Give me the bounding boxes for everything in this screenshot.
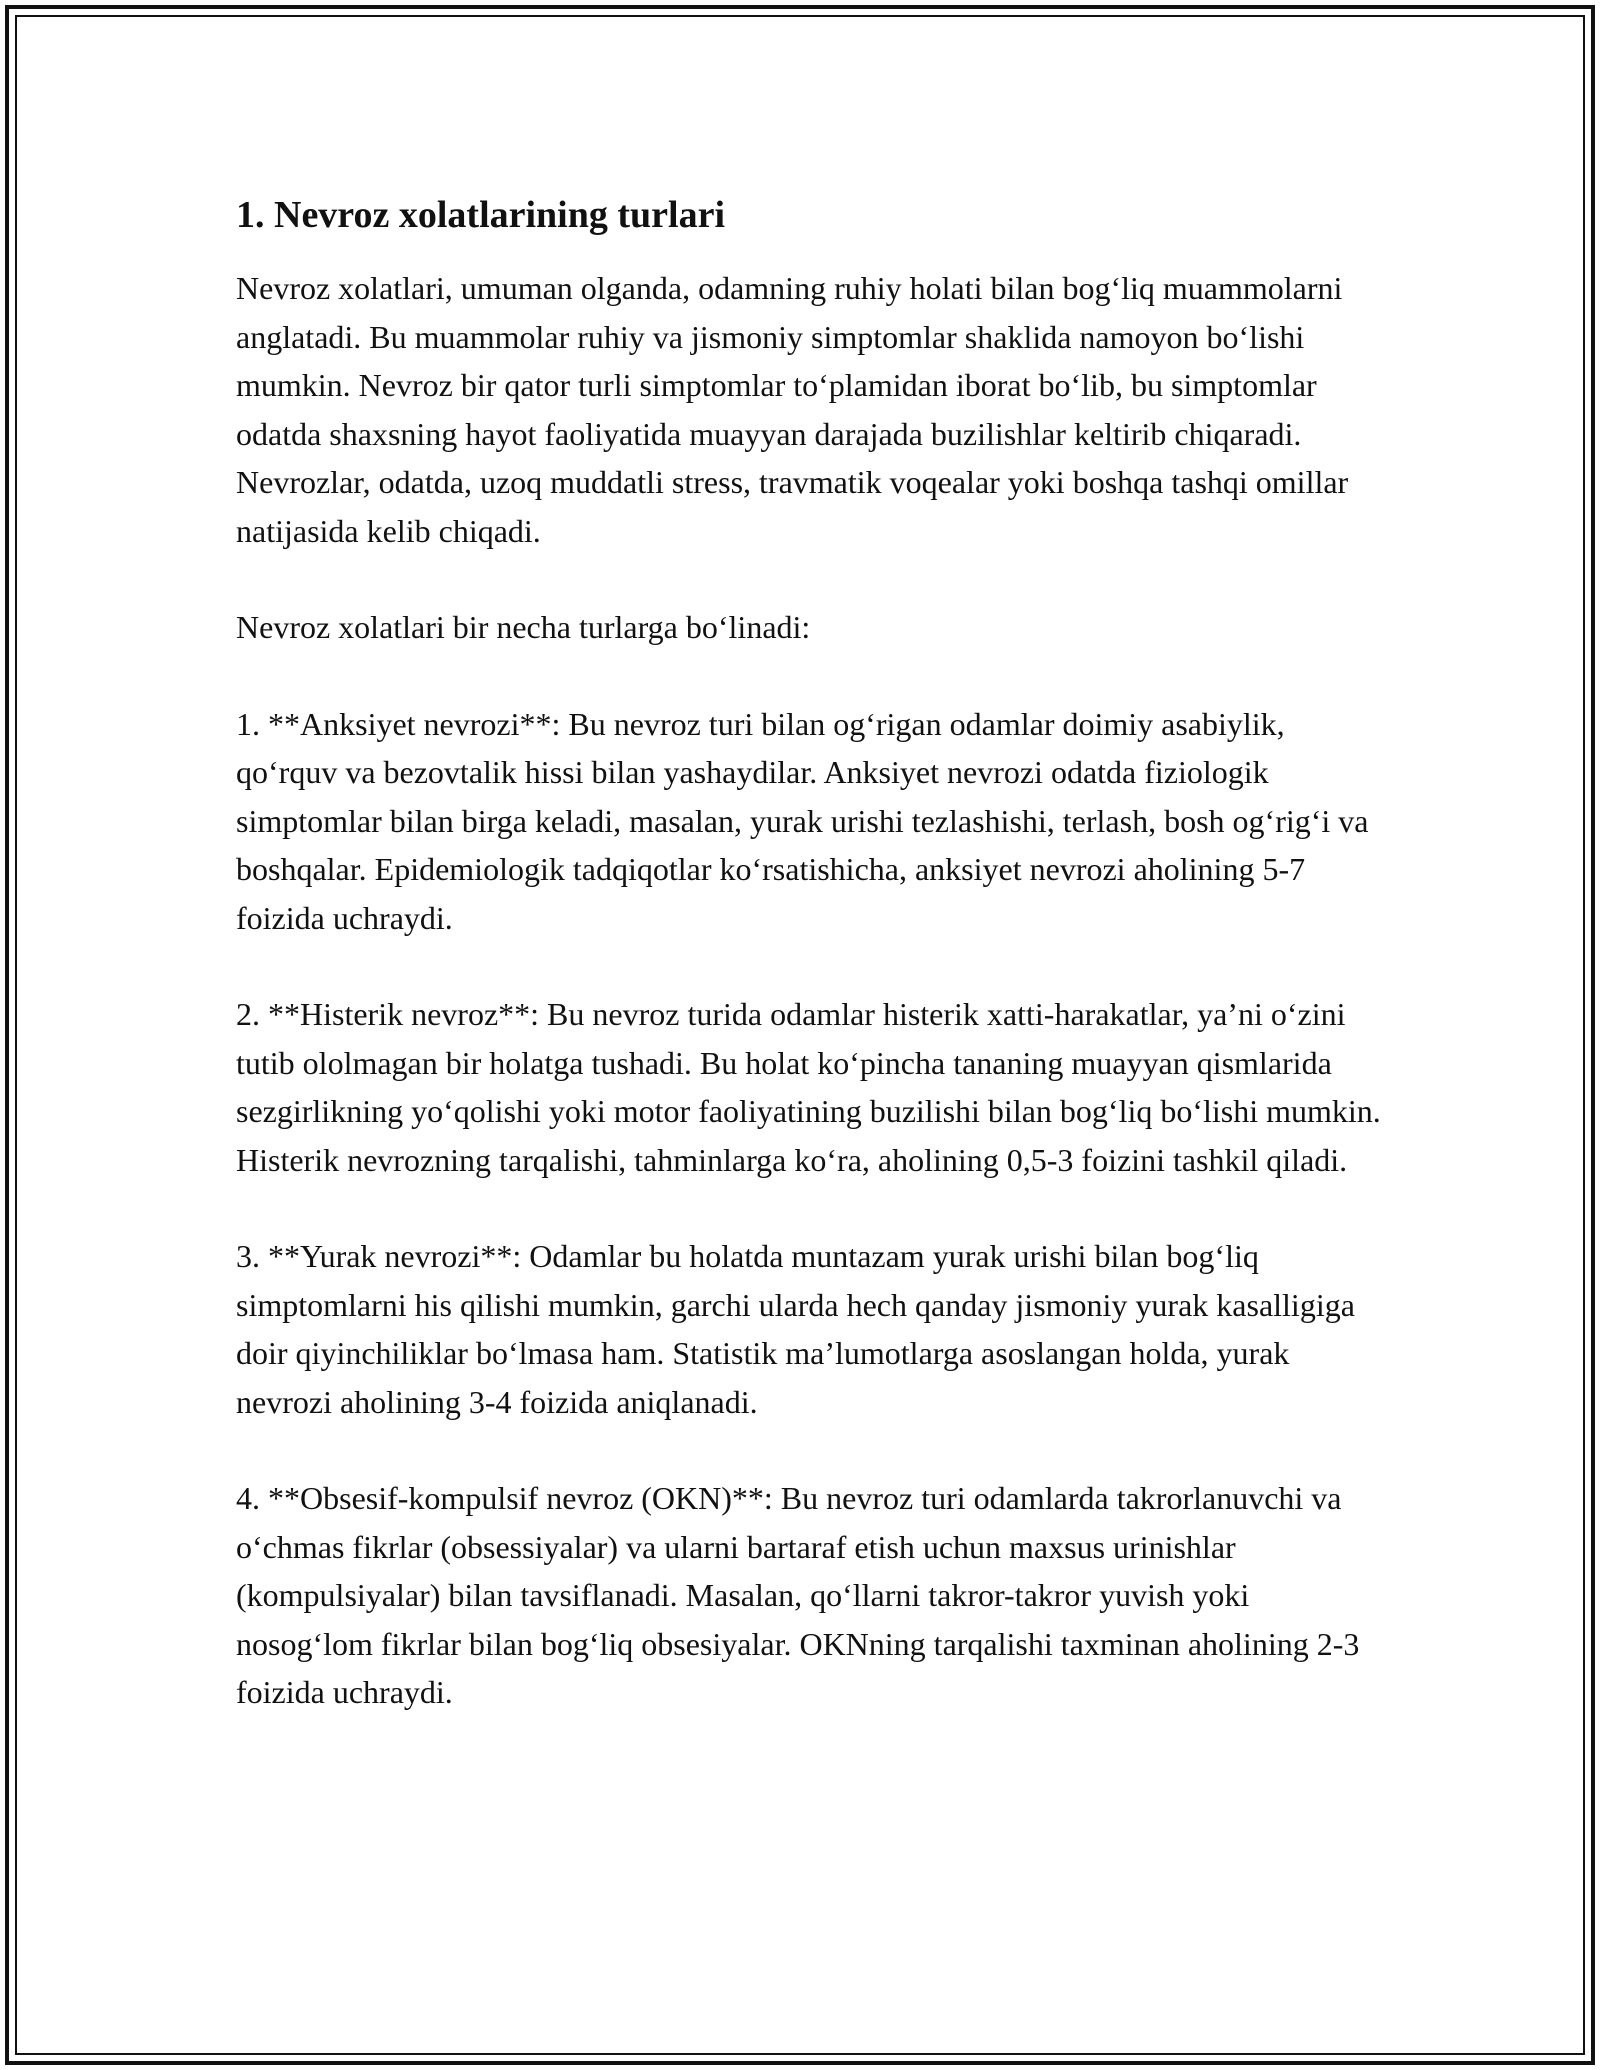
- hysteric-neurosis-paragraph: 2. **Histerik nevroz**: Bu nevroz turida odamlar histerik xatti-harakatlar, ya’ni o‘zini tutib ololmagan bir holatga tushadi. Bu holat ko‘pincha tananing muayyan qismlarida sezgirlikning yo‘qolishi yoki motor faoliyatining buzilishi bilan bog‘liq bo‘lishi mumkin. Histerik nevrozning tarqalishi, tahminlarga ko‘ra, aholining 0,5-3 foizini tashkil qiladi.: [236, 996, 1381, 1178]
- types-intro-paragraph: Nevroz xolatlari bir necha turlarga bo‘linadi:: [236, 609, 811, 645]
- ocd-paragraph: 4. **Obsesif-kompulsif nevroz (OKN)**: Bu nevroz turi odamlarda takrorlanuvchi va o‘chmas fikrlar (obsessiyalar) va ularni bartaraf etish uchun maxsus urinishlar (kompulsiyalar) bilan tavsiflanadi. Masalan, qo‘llarni takror-takror yuvish yoki nosog‘lom fikrlar bilan bog‘liq obsesiyalar. OKNning tarqalishi taxminan aholining 2-3 foizida uchraydi.: [236, 1480, 1360, 1710]
- anxiety-neurosis-paragraph: 1. **Anksiyet nevrozi**: Bu nevroz turi bilan og‘rigan odamlar doimiy asabiylik, qo‘rquv va bezovtalik hissi bilan yashaydilar. Anksiyet nevrozi odatda fiziologik simptomlar bilan birga keladi, masalan, yurak urishi tezlashishi, terlash, bosh og‘rig‘i va boshqalar. Epidemiologik tadqiqotlar ko‘rsatishicha, anksiyet nevrozi aholining 5-7 foizida uchraydi.: [236, 705, 1369, 936]
- cardiac-neurosis-paragraph: 3. **Yurak nevrozi**: Odamlar bu holatda muntazam yurak urishi bilan bog‘liq simptomlarni his qilishi mumkin, garchi ularda hech qanday jismoniy yurak kasalligiga doir qiyinchiliklar bo‘lmasa ham. Statistik ma’lumotlarga asoslangan holda, yurak nevrozi aholining 3-4 foizida aniqlanadi.: [236, 1238, 1355, 1420]
- section-heading: 1. Nevroz xolatlarining turlari: [236, 194, 726, 236]
- document-body: [236, 188, 1386, 1717]
- intro-paragraph: Nevroz xolatlari, umuman olganda, odamning ruhiy holati bilan bog‘liq muammolarni anglatadi. Bu muammolar ruhiy va jismoniy simptomlar shaklida namoyon bo‘lishi mumkin. Nevroz bir qator turli simptomlar to‘plamidan iborat bo‘lib, bu simptomlar odatda shaxsning hayot faoliyatida muayyan darajada buzilishlar keltirib chiqaradi. Nevrozlar, odatda, uzoq muddatli stress, travmatik voqealar yoki boshqa tashqi omillar natijasida kelib chiqadi.: [236, 270, 1349, 549]
